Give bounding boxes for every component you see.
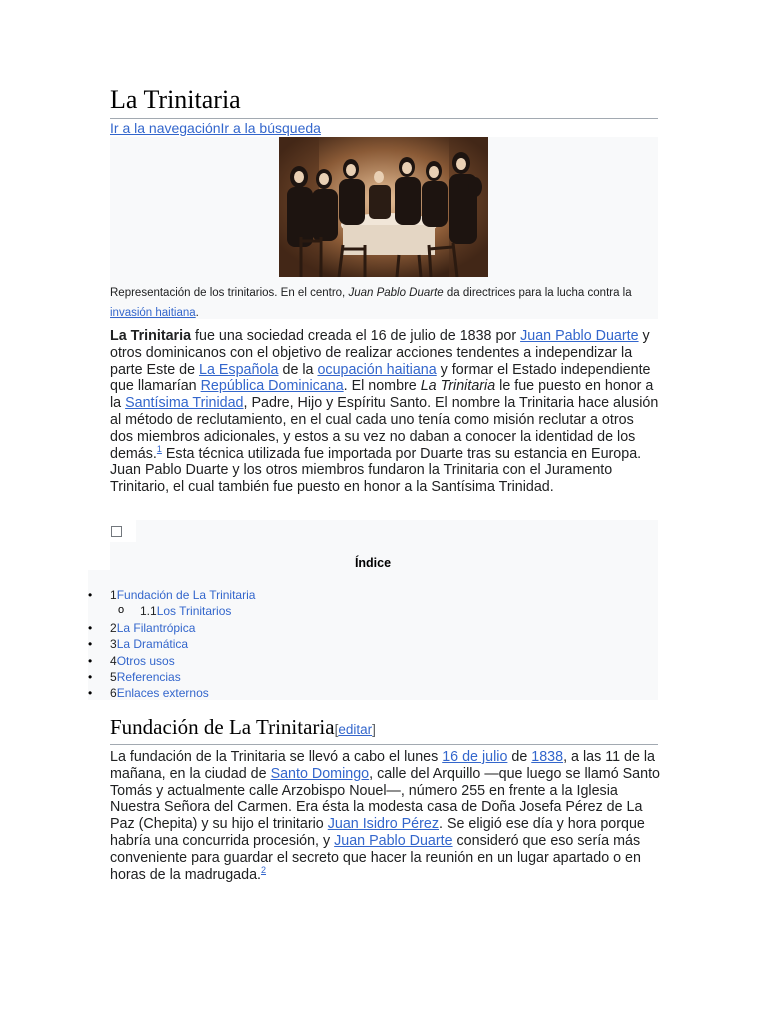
toc-toggle-checkbox[interactable] [111, 526, 122, 537]
invasion-haitiana-link[interactable]: invasión haitiana [110, 307, 196, 319]
la-espanola-link[interactable]: La Española [199, 361, 279, 378]
reference-1-link[interactable]: 1 [156, 443, 162, 454]
intro-text: fue una sociedad creada el 16 de julio de 1838 por [191, 328, 521, 344]
figure-caption [110, 283, 658, 323]
lead-figure [110, 137, 658, 319]
toc-link-referencias[interactable]: Referencias [116, 670, 181, 685]
toc-item[interactable] [88, 603, 255, 619]
toc-number: 5 [110, 670, 117, 685]
reference-2-link[interactable]: 2 [261, 864, 267, 875]
juan-isidro-perez-link[interactable]: Juan Isidro Pérez [327, 816, 439, 833]
juan-pablo-duarte-link[interactable]: Juan Pablo Duarte [520, 328, 639, 344]
edit-bracket: ] [372, 722, 376, 737]
skip-links [110, 120, 321, 137]
intro-paragraph [110, 328, 660, 496]
toc-link-filantropica[interactable]: La Filantrópica [116, 620, 196, 635]
edit-section [335, 722, 376, 737]
toc-item[interactable] [88, 620, 255, 636]
intro-text: de la [278, 361, 318, 378]
section-text: La fundación de la Trinitaria se llevó a cabo el lunes [110, 749, 443, 765]
toc-number: 3 [110, 637, 117, 652]
toc-link-enlaces-externos[interactable]: Enlaces externos [116, 686, 209, 701]
page-title: La Trinitaria [110, 84, 658, 119]
skip-to-search-link[interactable]: Ir a la búsqueda [220, 120, 321, 136]
painting-illustration [279, 137, 488, 277]
caption-text: Representación de los trinitarios. En el centro, [110, 287, 349, 299]
table-of-contents [88, 520, 658, 700]
santo-domingo-link[interactable]: Santo Domingo [270, 765, 370, 782]
section-heading-text: Fundación de La Trinitaria [110, 715, 335, 739]
intro-bold-title: La Trinitaria [110, 328, 192, 344]
toc-number: 1.1 [140, 604, 157, 619]
toc-link-otros-usos[interactable]: Otros usos [116, 653, 175, 668]
republica-dominicana-link[interactable]: República Dominicana [200, 378, 344, 395]
caption-text-mid: da directrices para la lucha contra la [443, 287, 632, 299]
trinitarios-painting[interactable] [279, 137, 488, 277]
toc-item[interactable] [88, 587, 255, 603]
santisima-trinidad-link[interactable]: Santísima Trinidad [125, 395, 244, 412]
toc-link-trinitarios[interactable]: Los Trinitarios [156, 604, 232, 619]
section-text: , a las 11 de la mañana, en la ciudad de [110, 749, 656, 782]
toc-link-fundacion[interactable]: Fundación de La Trinitaria [116, 588, 256, 602]
caption-end: . [195, 307, 199, 319]
section-text: . Se eligió ese día y hora porque habría una concurrida procesión, y [110, 816, 645, 849]
fundacion-paragraph [110, 749, 660, 883]
edit-section-link[interactable]: editar [338, 722, 373, 737]
intro-text: le fue puesto en honor a la [110, 378, 654, 412]
toc-item[interactable] [88, 685, 255, 701]
section-heading-fundacion [110, 714, 658, 745]
toc-item[interactable] [88, 653, 255, 669]
toc-number: 1 [110, 588, 117, 602]
16-de-julio-link[interactable]: 16 de julio [442, 749, 508, 765]
juan-pablo-duarte-link-2[interactable]: Juan Pablo Duarte [334, 832, 453, 849]
intro-emphasis: La Trinitaria [420, 378, 496, 395]
intro-text: . El nombre [343, 378, 421, 395]
intro-text: y otros dominicanos con el objetivo de realizar acciones tendentes a independizar la parte Este de [110, 328, 650, 378]
toc-number: 6 [110, 686, 117, 701]
intro-text: Esta técnica utilizada fue importada por Duarte tras su estancia en Europa. Juan Pablo Duarte y los otros miembros fundaron la Trinitaria con el Juramento Trinitario, el cual también fue puesto en honor a la Santísima Trinidad. [110, 445, 642, 496]
section-text: consideró que eso sería más conveniente para guardar el secreto que hacer la reunión en un lugar apartado o en horas de la madrugada. [110, 832, 641, 883]
toc-number: 4 [110, 653, 117, 668]
toc-link-dramatica[interactable]: La Dramática [116, 637, 189, 652]
toc-item[interactable] [88, 636, 255, 652]
ocupacion-haitiana-link[interactable]: ocupación haitiana [317, 361, 437, 378]
section-text: de [507, 749, 532, 765]
toc-number: 2 [110, 620, 117, 635]
intro-text: , Padre, Hijo y Espíritu Santo. El nombre la Trinitaria hace alusión al método de reclutamiento, en el cual cada uno tenía como misión reclutar a otros dos miembros adicionales, y estos a su vez no daban a conocer la identidad de los demás. [110, 395, 659, 462]
caption-emphasis: Juan Pablo Duarte [348, 287, 444, 299]
edit-bracket: [ [334, 722, 339, 737]
intro-text: y formar el Estado independiente que llamarían [110, 361, 651, 395]
toc-item[interactable] [88, 669, 255, 685]
toc-list [88, 587, 255, 702]
toc-title: Índice [354, 556, 392, 570]
section-text: , calle del Arquillo —que luego se llamó Santo Tomás y actualmente calle Arzobispo Nouel—, número 255 en frente a la Iglesia Nuestra Señora del Carmen. Era ésta la modesta casa de Doña Josefa Pérez de La Paz (Chepita) y su hijo el trinitario [110, 765, 661, 833]
skip-to-navigation-link[interactable]: Ir a la navegación [110, 120, 221, 136]
1838-link[interactable]: 1838 [531, 749, 564, 765]
